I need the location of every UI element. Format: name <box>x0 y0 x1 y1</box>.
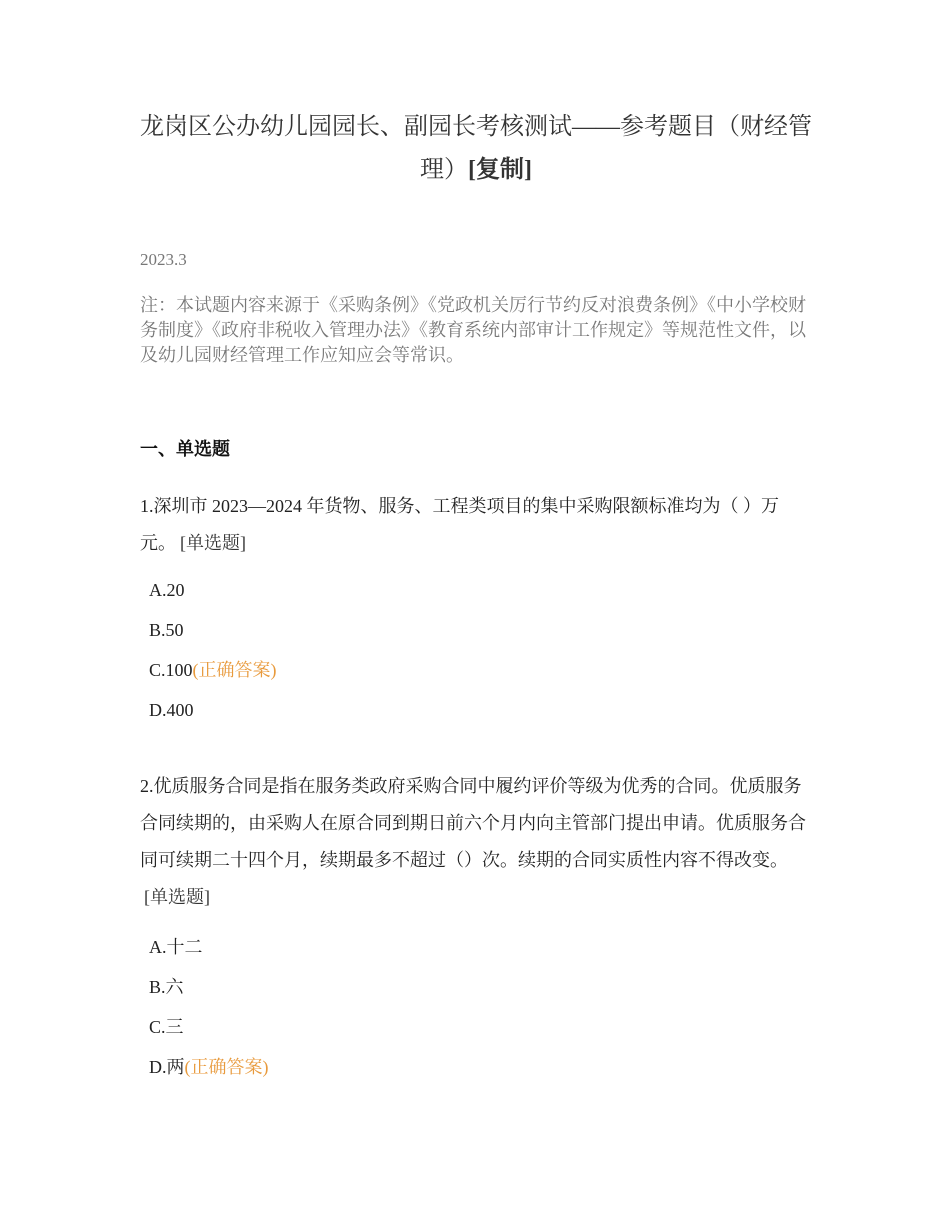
question-2-type: [单选题] <box>144 887 210 907</box>
option-label: B.50 <box>149 620 184 640</box>
option-d <box>149 1047 269 1087</box>
question-1-text: 1.深圳市 2023—2024 年货物、服务、工程类项目的集中采购限额标准均为（ ）万元。 <box>140 496 779 553</box>
option-label: D.400 <box>149 700 194 720</box>
question-2 <box>140 768 812 916</box>
section-title: 一、单选题 <box>140 439 230 459</box>
option-label: A.20 <box>149 580 185 600</box>
question-1-options <box>149 570 277 730</box>
option-label: C.三 <box>149 1017 184 1037</box>
option-d <box>149 690 277 730</box>
option-c <box>149 1007 269 1047</box>
option-c <box>149 650 277 690</box>
question-1 <box>140 488 812 562</box>
question-2-options <box>149 927 269 1087</box>
title-main: 龙岗区公办幼儿园园长、副园长考核测试——参考题目（财经管理） <box>140 114 812 183</box>
page-title <box>140 106 812 192</box>
option-label: D.两 <box>149 1057 185 1077</box>
question-2-text: 2.优质服务合同是指在服务类政府采购合同中履约评价等级为优秀的合同。优质服务合同续期的，由采购人在原合同到期日前六个月内向主管部门提出申请。优质服务合同可续期二十四个月，续期最多不超过（）次。续期的合同实质性内容不得改变。 <box>140 776 806 870</box>
title-suffix: [复制] <box>468 157 532 183</box>
correct-answer-marker: (正确答案) <box>192 660 277 680</box>
option-label: B.六 <box>149 977 184 997</box>
question-1-type: [单选题] <box>180 533 246 553</box>
source-note: 注：本试题内容来源于《采购条例》《党政机关厉行节约反对浪费条例》《中小学校财务制度》《政府非税收入管理办法》《教育系统内部审计工作规定》等规范性文件，以及幼儿园财经管理工作应知应会等常识。 <box>140 295 806 365</box>
option-b <box>149 610 277 650</box>
option-a <box>149 570 277 610</box>
option-label: C.100 <box>149 660 193 680</box>
correct-answer-marker: (正确答案) <box>184 1057 269 1077</box>
option-b <box>149 967 269 1007</box>
document-date: 2023.3 <box>140 250 187 269</box>
option-label: A.十二 <box>149 937 203 957</box>
option-a <box>149 927 269 967</box>
